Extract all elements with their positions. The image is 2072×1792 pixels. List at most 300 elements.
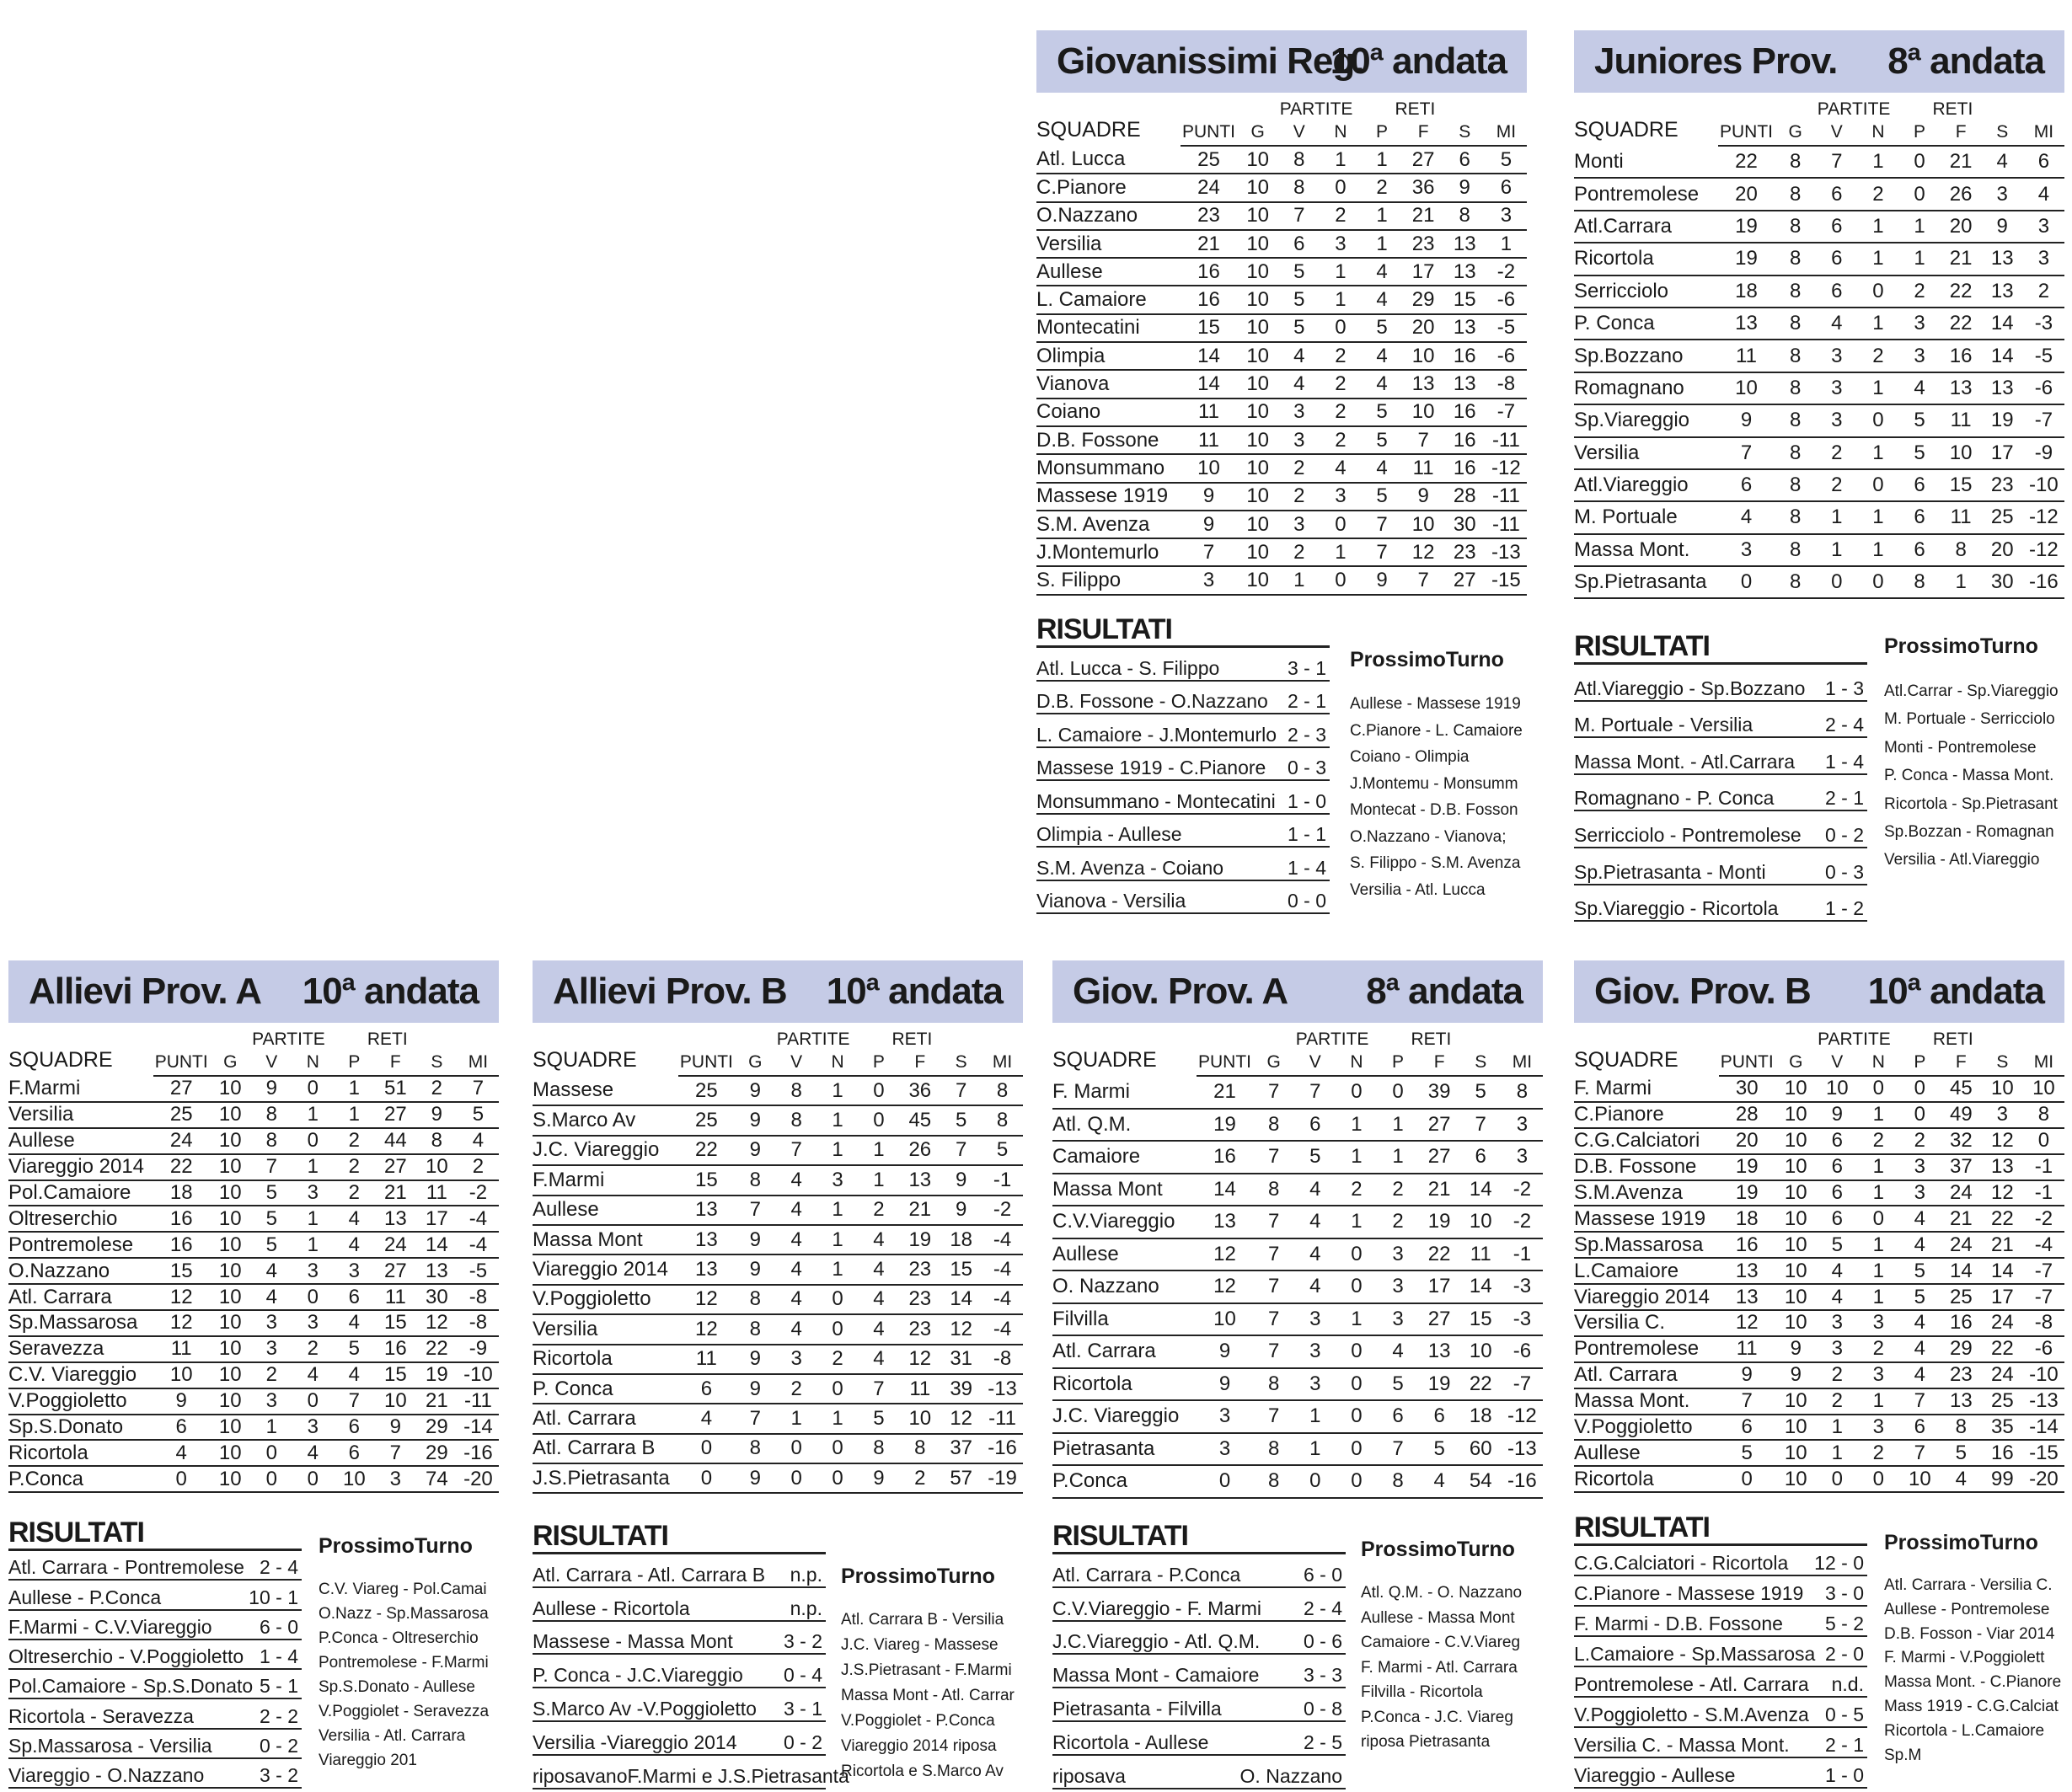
stat-cell: 10 (1775, 1440, 1817, 1466)
table-row (8, 1466, 499, 1492)
match-teams: M. Portuale - Versilia (1574, 714, 1753, 736)
stat-cell: 1 (817, 1076, 859, 1105)
column-header: PUNTI (153, 1050, 210, 1076)
team-name: Versilia (1574, 437, 1718, 469)
stat-cell: 3 (1502, 1109, 1543, 1142)
stat-cell: 12 (678, 1314, 735, 1344)
team-name: Sp.Bozzano (1574, 340, 1718, 372)
stat-cell: 5 (1278, 314, 1320, 342)
stat-cell: 5 (1419, 1433, 1460, 1466)
table-row (1574, 566, 2064, 598)
stat-cell: 8 (899, 1434, 940, 1463)
stat-cell: 4 (1361, 258, 1402, 286)
next-round-match: Atl. Carrara - Versilia C. (1884, 1576, 2053, 1594)
stat-cell: 12 (1403, 538, 1444, 566)
stat-cell: 4 (292, 1440, 334, 1466)
stat-cell: 0 (678, 1434, 735, 1463)
next-round-block (1350, 647, 1535, 903)
stat-cell: 8 (416, 1128, 458, 1154)
stat-cell: 8 (1941, 534, 1982, 566)
stat-cell: 2 (458, 1154, 499, 1180)
table-row (1574, 1388, 2064, 1415)
table-round: 10ª andata (1867, 971, 2044, 1012)
column-header: MI (458, 1050, 499, 1076)
stat-cell: 24 (1941, 1232, 1982, 1258)
stat-cell: 4 (858, 1314, 899, 1344)
match-teams: Atl. Carrara - Pontremolese (8, 1556, 244, 1579)
stat-cell: 6 (2023, 146, 2064, 178)
result-row (1036, 815, 1330, 848)
stat-cell: 16 (153, 1206, 210, 1232)
stat-cell: 0 (1899, 1102, 1941, 1128)
stat-cell: 5 (1361, 426, 1402, 454)
stat-cell: 9 (1718, 404, 1775, 436)
stat-cell: -4 (982, 1254, 1023, 1284)
stat-cell: -5 (2023, 340, 2064, 372)
stat-cell: 10 (210, 1310, 251, 1336)
stat-cell: 10 (210, 1284, 251, 1310)
stat-cell: 3 (375, 1466, 416, 1492)
stat-cell: 8 (251, 1128, 292, 1154)
stat-cell: 1 (1857, 534, 1898, 566)
stat-cell: 26 (1941, 178, 1982, 210)
stat-cell: 7 (375, 1440, 416, 1466)
stat-cell: -4 (982, 1285, 1023, 1314)
stat-cell: 2 (1899, 1128, 1941, 1154)
column-header: N (1320, 120, 1361, 146)
stat-cell: 9 (1197, 1368, 1253, 1401)
match-score: 1 - 3 (1824, 677, 1864, 699)
results-title: RISULTATI (1574, 1511, 1867, 1546)
stat-cell: 10 (1775, 1102, 1817, 1128)
stat-cell: 19 (1718, 211, 1775, 243)
stat-cell: 1 (1486, 230, 1527, 258)
stat-cell: 2 (1377, 1174, 1418, 1206)
result-row (533, 1622, 826, 1656)
stat-cell: 8 (1775, 178, 1816, 210)
match-teams: Pontremolese - Atl. Carrara (1574, 1673, 1809, 1695)
table-row (1052, 1335, 1543, 1368)
stat-cell: 10 (1237, 426, 1278, 454)
stat-cell: 1 (1857, 146, 1898, 178)
result-row (533, 1554, 826, 1588)
match-teams: V.Poggioletto - S.M.Avenza (1574, 1704, 1809, 1725)
stat-cell: -14 (2023, 1415, 2064, 1441)
stat-cell: 0 (1718, 566, 1775, 598)
stat-cell: 9 (1719, 1362, 1775, 1388)
match-score: 1 - 4 (259, 1645, 298, 1668)
table-header (1036, 30, 1527, 93)
stat-cell: 10 (210, 1336, 251, 1362)
stat-cell: 0 (1336, 1335, 1377, 1368)
reti-header: RETI (1411, 1030, 1452, 1049)
table-row (1574, 275, 2064, 308)
table-row (1036, 258, 1527, 286)
column-header: N (1336, 1050, 1377, 1076)
column-header: V (776, 1050, 817, 1076)
stat-cell: 0 (1857, 275, 1898, 308)
team-name: Atl. Carrara (1052, 1335, 1197, 1368)
stat-cell: 7 (1181, 538, 1237, 566)
stat-cell: -1 (2023, 1180, 2064, 1206)
stat-cell: 7 (1377, 1433, 1418, 1466)
stat-cell: 10 (210, 1180, 251, 1206)
stat-cell: 9 (858, 1463, 899, 1493)
stat-cell: 1 (1858, 1154, 1899, 1180)
column-header: N (292, 1050, 334, 1076)
column-header: MI (982, 1050, 1023, 1076)
match-score: F.Marmi e J.S.Pietrasanta (627, 1764, 849, 1787)
stat-cell: 10 (1237, 230, 1278, 258)
next-round-match: Camaiore - C.V.Viareg (1361, 1634, 1521, 1651)
stat-cell: 24 (1982, 1362, 2023, 1388)
stat-cell: 11 (375, 1284, 416, 1310)
table-row (1574, 1180, 2064, 1206)
stat-cell: 3 (1197, 1433, 1253, 1466)
stat-cell: 10 (899, 1404, 940, 1433)
team-name: Atl. Q.M. (1052, 1109, 1197, 1142)
stat-cell: 1 (1336, 1303, 1377, 1336)
match-score: 3 - 1 (783, 1697, 822, 1720)
stat-cell: 2 (1816, 469, 1857, 501)
result-row (1036, 714, 1330, 748)
stat-cell: 21 (1403, 202, 1444, 230)
match-score: 1 - 4 (1824, 750, 1864, 773)
stat-cell: -13 (982, 1374, 1023, 1404)
stat-cell: 10 (1237, 370, 1278, 398)
stat-cell: -8 (458, 1284, 499, 1310)
stat-cell: 10 (210, 1440, 251, 1466)
next-round-match: P.Conca - J.C. Viareg (1361, 1708, 1513, 1726)
table-round: 8ª andata (1887, 40, 2044, 82)
column-header: MI (1502, 1050, 1543, 1076)
stat-cell: -19 (982, 1463, 1023, 1493)
team-name: D.B. Fossone (1574, 1154, 1719, 1180)
stat-cell: 18 (1718, 275, 1775, 308)
stat-cell: 19 (1419, 1368, 1460, 1401)
stat-cell: 13 (1444, 370, 1486, 398)
stat-cell: 3 (334, 1258, 375, 1284)
match-score: n.p. (790, 1563, 822, 1586)
stat-cell: 1 (858, 1136, 899, 1165)
stat-cell: 8 (1775, 469, 1816, 501)
stat-cell: -2 (1502, 1174, 1543, 1206)
stat-cell: 4 (334, 1362, 375, 1388)
stat-cell: 13 (899, 1165, 940, 1195)
table-row (1052, 1109, 1543, 1142)
stat-cell: 1 (1320, 258, 1361, 286)
match-teams: Pietrasanta - Filvilla (1052, 1697, 1222, 1720)
result-row (8, 1699, 302, 1729)
stat-cell: 29 (416, 1440, 458, 1466)
standings-table (8, 1030, 499, 1493)
team-name: Atl.Carrara (1574, 211, 1718, 243)
result-row (1036, 648, 1330, 682)
stat-cell: 1 (1816, 501, 1857, 533)
team-name: Viareggio 2014 (8, 1154, 153, 1180)
stat-cell: 2 (817, 1345, 859, 1374)
stat-cell: 2 (1278, 483, 1320, 511)
next-round-match: Versilia - Atl.Viareggio (1884, 851, 2040, 869)
stat-cell: 20 (1719, 1128, 1775, 1154)
stat-cell: 4 (458, 1128, 499, 1154)
stat-cell: 2 (1320, 202, 1361, 230)
table-row (8, 1128, 499, 1154)
team-name: Pietrasanta (1052, 1433, 1197, 1466)
stat-cell: 4 (1982, 146, 2023, 178)
stat-cell: 1 (817, 1196, 859, 1225)
match-teams: Massese 1919 - C.Pianore (1036, 757, 1266, 778)
table-row (1574, 1154, 2064, 1180)
stat-cell: 0 (1857, 566, 1898, 598)
stat-cell: 7 (1719, 1388, 1775, 1415)
next-round-match: Atl. Q.M. - O. Nazzano (1361, 1584, 1523, 1602)
stat-cell: 23 (1444, 538, 1486, 566)
team-name: Massese 1919 (1036, 483, 1181, 511)
stat-cell: 1 (1858, 1258, 1899, 1284)
stat-cell: 8 (1775, 437, 1816, 469)
team-name: Seravezza (8, 1336, 153, 1362)
standings-table (1052, 1030, 1543, 1499)
stat-cell: 21 (1941, 1206, 1982, 1232)
match-score: n.d. (1831, 1673, 1864, 1695)
stat-cell: 19 (1419, 1206, 1460, 1238)
stat-cell: 10 (1237, 483, 1278, 511)
stat-cell: -2 (982, 1196, 1023, 1225)
stat-cell: 10 (1403, 342, 1444, 370)
column-header: PUNTI (1718, 120, 1775, 146)
stat-cell: 10 (210, 1362, 251, 1388)
result-row (1574, 1728, 1867, 1758)
column-header: N (817, 1050, 859, 1076)
stat-cell: 4 (334, 1206, 375, 1232)
stat-cell: -6 (1502, 1335, 1543, 1368)
stat-cell: 10 (375, 1388, 416, 1415)
result-row (8, 1581, 302, 1610)
stat-cell: 16 (1197, 1141, 1253, 1174)
match-teams: Sp.Pietrasanta - Monti (1574, 860, 1766, 883)
stat-cell: 5 (1377, 1368, 1418, 1401)
stat-cell: 10 (210, 1415, 251, 1441)
stat-cell: 5 (334, 1336, 375, 1362)
stat-cell: 4 (1361, 342, 1402, 370)
table-row (1574, 1284, 2064, 1310)
stat-cell: 37 (940, 1434, 982, 1463)
stat-cell: 5 (1294, 1141, 1336, 1174)
stat-cell: 5 (1486, 146, 1527, 174)
standings-allievi-prov-b (533, 960, 1023, 1787)
stat-cell: 8 (1253, 1465, 1294, 1498)
stat-cell: 0 (292, 1388, 334, 1415)
stat-cell: 3 (251, 1310, 292, 1336)
stat-cell: -2 (1502, 1206, 1543, 1238)
stat-cell: 2 (1320, 342, 1361, 370)
stat-cell: 7 (1460, 1109, 1502, 1142)
table-row (8, 1388, 499, 1415)
stat-cell: 18 (1460, 1400, 1502, 1433)
stat-cell: 36 (1403, 174, 1444, 201)
stat-cell: 6 (1444, 146, 1486, 174)
stat-cell: 1 (1377, 1141, 1418, 1174)
stat-cell: 8 (1253, 1368, 1294, 1401)
stat-cell: 3 (2023, 243, 2064, 275)
next-round-block (319, 1533, 504, 1773)
squadre-header: SQUADRE (1574, 118, 1678, 142)
stat-cell: 9 (735, 1463, 776, 1493)
stat-cell: -3 (1502, 1303, 1543, 1336)
stat-cell: 16 (1941, 340, 1982, 372)
team-name: Versilia (533, 1314, 678, 1344)
stat-cell: 25 (153, 1102, 210, 1128)
stat-cell: 4 (678, 1404, 735, 1433)
match-teams: C.V.Viareggio - F. Marmi (1052, 1597, 1261, 1619)
team-name: Versilia (1036, 230, 1181, 258)
match-teams: L.Camaiore - Sp.Massarosa (1574, 1643, 1816, 1665)
team-name: D.B. Fossone (1036, 426, 1181, 454)
table-row (1574, 178, 2064, 210)
stat-cell: 30 (1719, 1076, 1775, 1102)
team-name: S.M.Avenza (1574, 1180, 1719, 1206)
stat-cell: 3 (292, 1415, 334, 1441)
match-score: 0 - 5 (1824, 1704, 1864, 1725)
column-header: PUNTI (1181, 120, 1237, 146)
stat-cell: 7 (334, 1388, 375, 1415)
stat-cell: 4 (1278, 370, 1320, 398)
stat-cell: 4 (858, 1225, 899, 1254)
team-name: Massa Mont (533, 1225, 678, 1254)
table-round: 8ª andata (1366, 971, 1523, 1012)
result-row (1574, 848, 1867, 885)
stat-cell: 10 (210, 1154, 251, 1180)
team-name: Atl. Carrara (1574, 1362, 1719, 1388)
team-name: Olimpia (1036, 342, 1181, 370)
stat-cell: 4 (1294, 1206, 1336, 1238)
stat-cell: 4 (1361, 454, 1402, 482)
stat-cell: 14 (1982, 340, 2023, 372)
stat-cell: 1 (1336, 1206, 1377, 1238)
stat-cell: 21 (1941, 146, 1982, 178)
stat-cell: 1 (334, 1076, 375, 1102)
stat-cell: 10 (1237, 399, 1278, 426)
match-teams: Atl. Lucca - S. Filippo (1036, 656, 1220, 679)
stat-cell: 22 (1460, 1368, 1502, 1401)
stat-cell: 0 (817, 1463, 859, 1493)
stat-cell: 4 (776, 1165, 817, 1195)
stat-cell: 29 (1403, 286, 1444, 313)
table-round: 10ª andata (1330, 40, 1507, 82)
partite-header: PARTITE (776, 1030, 850, 1049)
stat-cell: 0 (1294, 1465, 1336, 1498)
stat-cell: 10 (1237, 538, 1278, 566)
stat-cell: 8 (1775, 146, 1816, 178)
stat-cell: 1 (292, 1206, 334, 1232)
result-row (1036, 781, 1330, 815)
stat-cell: 7 (1253, 1303, 1294, 1336)
result-row (533, 1756, 849, 1789)
stat-cell: 31 (940, 1345, 982, 1374)
stat-cell: 1 (1320, 146, 1361, 174)
match-score: 0 - 0 (1287, 890, 1326, 912)
stat-cell: 0 (817, 1285, 859, 1314)
stat-cell: 7 (1253, 1335, 1294, 1368)
stat-cell: 9 (1361, 566, 1402, 594)
match-teams: Vianova - Versilia (1036, 890, 1186, 912)
stat-cell: 0 (2023, 1128, 2064, 1154)
stat-cell: 0 (1336, 1433, 1377, 1466)
stat-cell: 8 (1775, 340, 1816, 372)
table-row (1036, 314, 1527, 342)
match-score: 6 - 0 (259, 1615, 298, 1638)
stat-cell: 8 (735, 1165, 776, 1195)
table-round: 10ª andata (302, 971, 479, 1012)
column-header: S (940, 1050, 982, 1076)
stat-cell: 4 (776, 1314, 817, 1344)
table-row (1574, 211, 2064, 243)
match-teams: Aullese - Ricortola (533, 1597, 690, 1619)
table-row (8, 1310, 499, 1336)
column-header: G (210, 1050, 251, 1076)
stat-cell: 2 (334, 1154, 375, 1180)
table-row (1574, 308, 2064, 340)
stat-cell: 8 (251, 1102, 292, 1128)
stat-cell: 5 (1278, 286, 1320, 313)
stat-cell: 0 (1898, 178, 1940, 210)
stat-cell: 49 (1941, 1102, 1982, 1128)
table-row (1036, 146, 1527, 174)
stat-cell: 0 (678, 1463, 735, 1493)
next-round-match: V.Poggiolet - Seravezza (319, 1703, 490, 1720)
stat-cell: 3 (1718, 534, 1775, 566)
stat-cell: 4 (1419, 1465, 1460, 1498)
stat-cell: 10 (1237, 258, 1278, 286)
match-teams: P. Conca - J.C.Viareggio (533, 1664, 743, 1687)
next-round-match: Versilia - Atl. Carrara (319, 1727, 466, 1745)
stat-cell: 2 (251, 1362, 292, 1388)
stat-cell: 4 (1718, 501, 1775, 533)
stat-cell: 10 (1237, 342, 1278, 370)
stat-cell: -7 (2023, 404, 2064, 436)
stat-cell: 5 (251, 1206, 292, 1232)
team-name: Filvilla (1052, 1303, 1197, 1336)
stat-cell: 10 (210, 1076, 251, 1102)
stat-cell: 0 (1858, 1076, 1899, 1102)
stat-cell: 10 (1460, 1335, 1502, 1368)
stat-cell: 1 (1320, 286, 1361, 313)
match-teams: Monsummano - Montecatini (1036, 789, 1276, 812)
team-name: Viareggio 2014 (533, 1254, 678, 1284)
table-row (8, 1336, 499, 1362)
match-teams: Sp.Massarosa - Versilia (8, 1735, 212, 1757)
stat-cell: 4 (251, 1258, 292, 1284)
stat-cell: 12 (1197, 1270, 1253, 1303)
stat-cell: 7 (1253, 1076, 1294, 1109)
stat-cell: 3 (817, 1165, 859, 1195)
stat-cell: 0 (817, 1314, 859, 1344)
stat-cell: 0 (1197, 1465, 1253, 1498)
stat-cell: 15 (375, 1362, 416, 1388)
stat-cell: 12 (899, 1345, 940, 1374)
stat-cell: 3 (251, 1388, 292, 1415)
stat-cell: 5 (1278, 258, 1320, 286)
stat-cell: 3 (2023, 211, 2064, 243)
result-row (8, 1730, 302, 1759)
stat-cell: 1 (1858, 1102, 1899, 1128)
stat-cell: 10 (1775, 1284, 1817, 1310)
stat-cell: -10 (458, 1362, 499, 1388)
stat-cell: 4 (334, 1232, 375, 1258)
next-round-match: Sp.M (1884, 1746, 1922, 1764)
team-name: Ricortola (1574, 243, 1718, 275)
